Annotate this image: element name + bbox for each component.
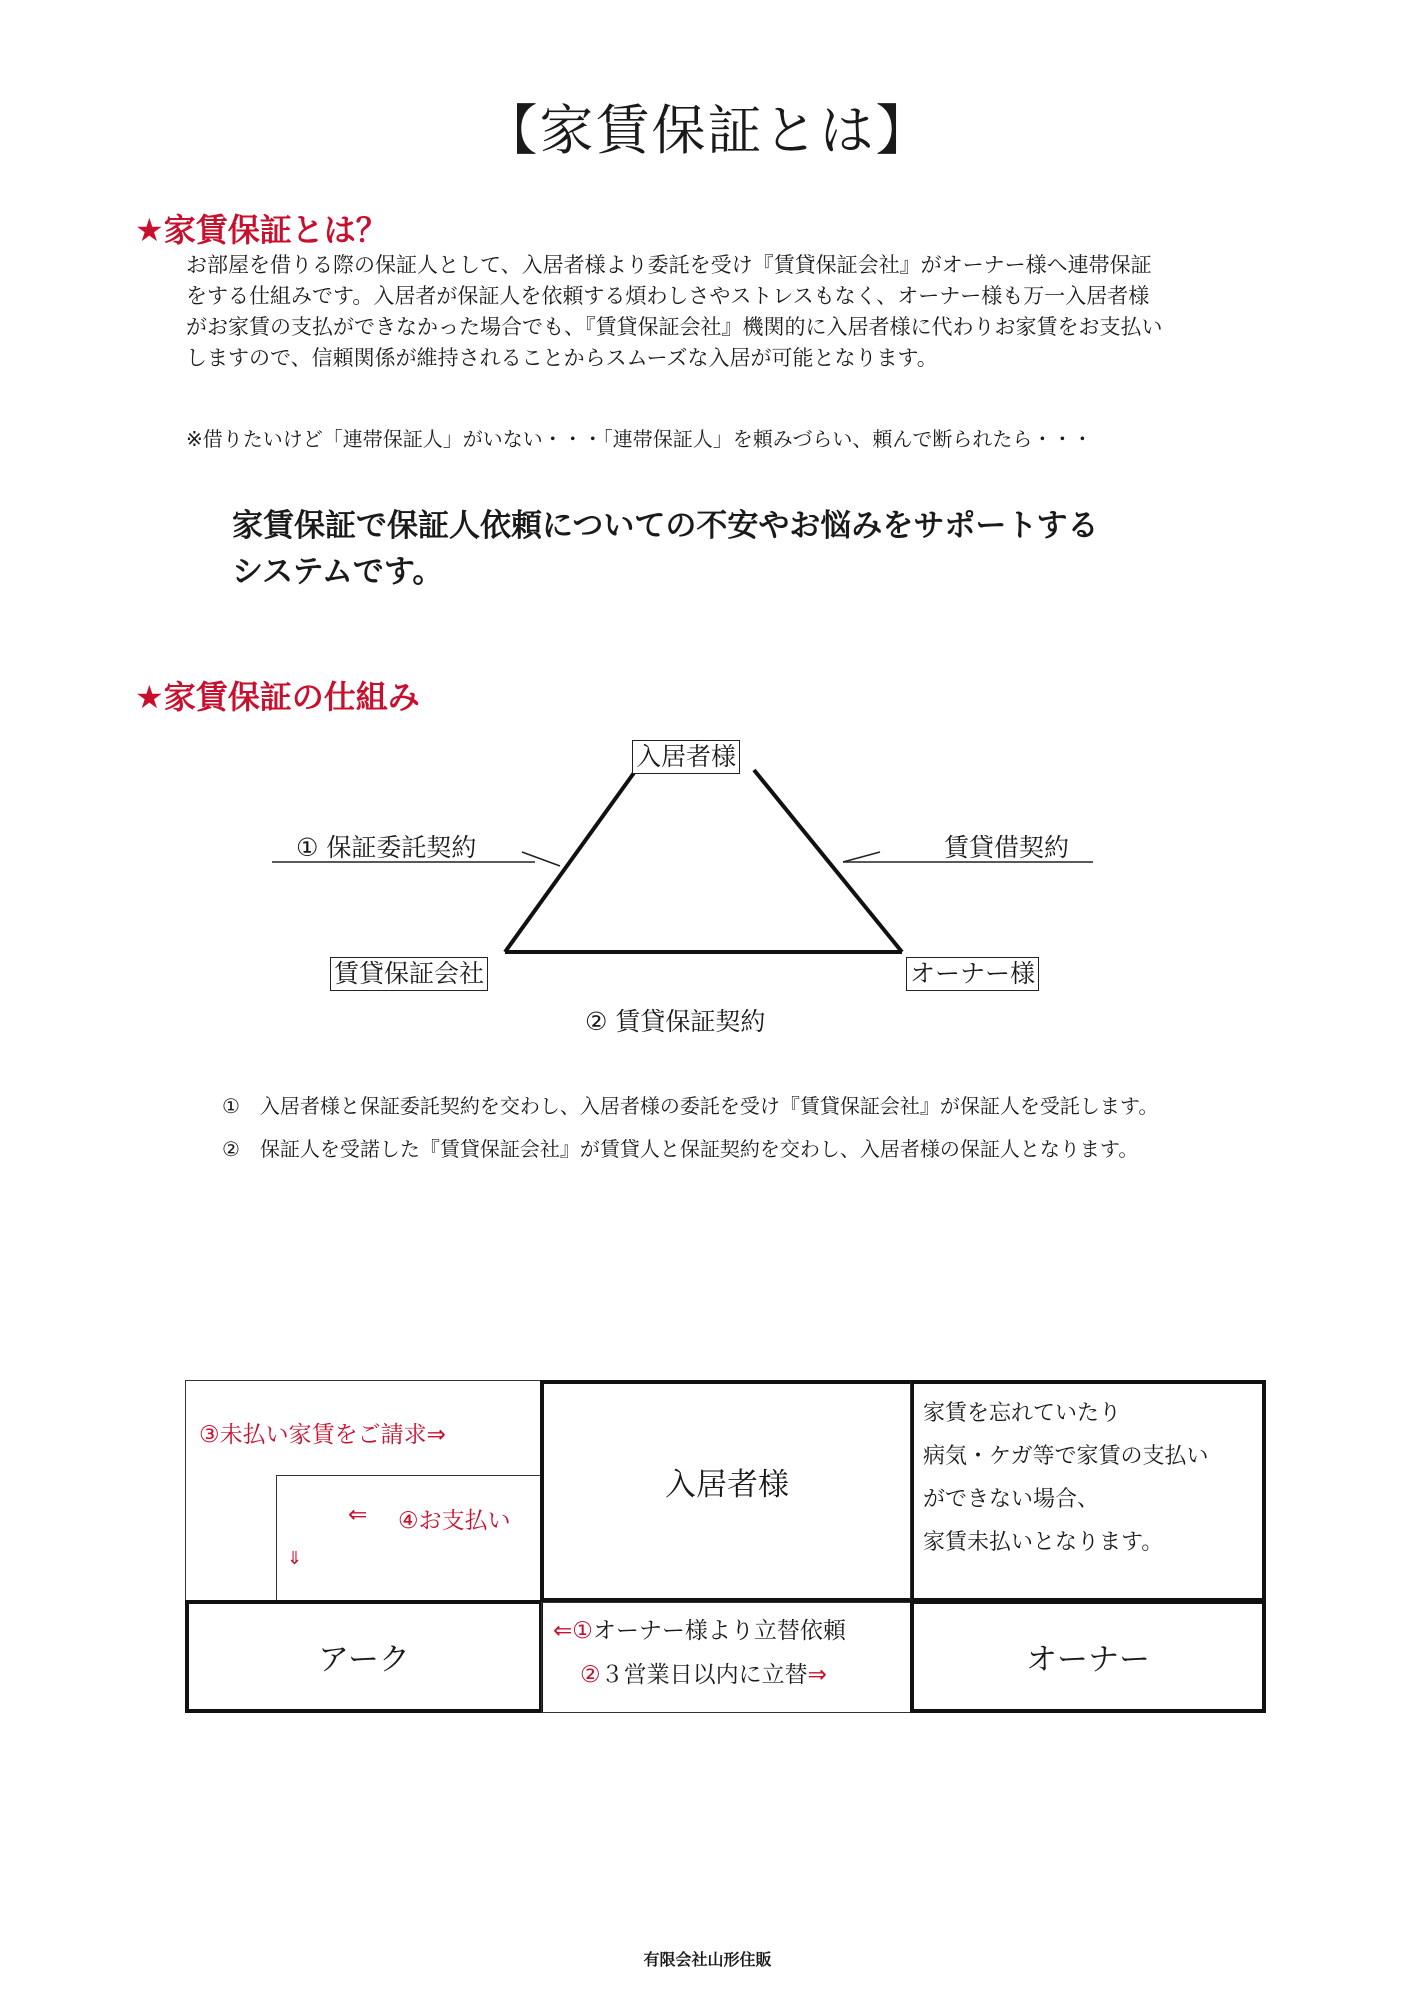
payment-arrow-icon: ⇐ xyxy=(348,1502,368,1528)
tenant-cell: 入居者様 xyxy=(540,1380,914,1602)
explanation-1: ① 入居者様と保証委託契約を交わし、入居者様の委託を受け『賃貸保証会社』が保証人を受託します。 xyxy=(222,1094,1159,1118)
tenant-box: 入居者様 xyxy=(632,740,740,774)
company-cell: アーク xyxy=(185,1600,543,1713)
intro-line: をする仕組みです。入居者が保証人を依頼する煩わしさやストレスもなく、オーナー様も万一入居者様 xyxy=(186,284,1150,308)
trapezoid-right-edge xyxy=(754,770,902,952)
company-footer: 有限会社山形住販 xyxy=(643,1950,772,1969)
notes-line: ができない場合、 xyxy=(923,1487,1100,1512)
owner-cell: オーナー xyxy=(910,1600,1266,1713)
request-label: ③未払い家賃をご請求⇒ xyxy=(199,1422,446,1448)
right-contract-label: 賃貸借契約 xyxy=(944,833,1070,862)
owner-request-label xyxy=(553,1612,846,1645)
payment-label-text: ④お支払い xyxy=(398,1508,511,1534)
left-contract-leader xyxy=(522,852,560,866)
intro-line: しますので、信頼関係が維持されることからスムーズな入居が可能となります。 xyxy=(186,346,938,370)
emphasis-line: 家賃保証で保証人依頼についての不安やお悩みをサポートする xyxy=(232,508,1099,544)
bottom-contract-label: ② 賃貸保証契約 xyxy=(585,1007,766,1036)
owner-box: オーナー様 xyxy=(906,957,1039,991)
notes-line: 家賃を忘れていたり xyxy=(923,1401,1122,1426)
notes-line: 家賃未払いとなります。 xyxy=(923,1530,1164,1555)
right-contract-leader xyxy=(843,852,880,862)
intro-line: がお家賃の支払ができなかった場合でも、『賃貸保証会社』機関的に入居者様に代わりお家賃をお支払い xyxy=(186,315,1163,339)
section-heading-what-is: ★家賃保証とは？ xyxy=(135,211,388,249)
owner-request-text: ⇐①オーナー様より立替依頼 xyxy=(553,1618,846,1644)
advance-text: ②３営業日以内に立替⇒ xyxy=(580,1662,827,1688)
note-text: ※借りたいけど「連帯保証人」がいない・・・「連帯保証人」を頼みづらい、頼んで断られたら・・・ xyxy=(186,427,1093,451)
payment-subcell xyxy=(276,1475,541,1602)
notes-cell xyxy=(910,1380,1266,1602)
payment-label xyxy=(398,1502,511,1535)
page-title: 【家賃保証とは】 xyxy=(483,99,932,162)
left-contract-label: ① 保証委託契約 xyxy=(296,833,477,862)
emphasis-line: システムです。 xyxy=(232,554,444,590)
notes-line: 病気・ケガ等で家賃の支払い xyxy=(923,1444,1209,1469)
advance-label xyxy=(580,1656,827,1689)
intro-line: お部屋を借りる際の保証人として、入居者様より委託を受け『賃貸保証会社』がオーナー様へ連帯保証 xyxy=(186,253,1152,277)
explanation-2: ② 保証人を受諾した『賃貸保証会社』が賃貸人と保証契約を交わし、入居者様の保証人となります。 xyxy=(222,1137,1139,1161)
section-heading-mechanism: ★家賃保証の仕組み xyxy=(135,678,420,716)
trapezoid-left-edge xyxy=(505,770,636,952)
guarantor-box: 賃貸保証会社 xyxy=(330,957,488,991)
down-arrow-icon: ⇓ xyxy=(287,1548,303,1569)
